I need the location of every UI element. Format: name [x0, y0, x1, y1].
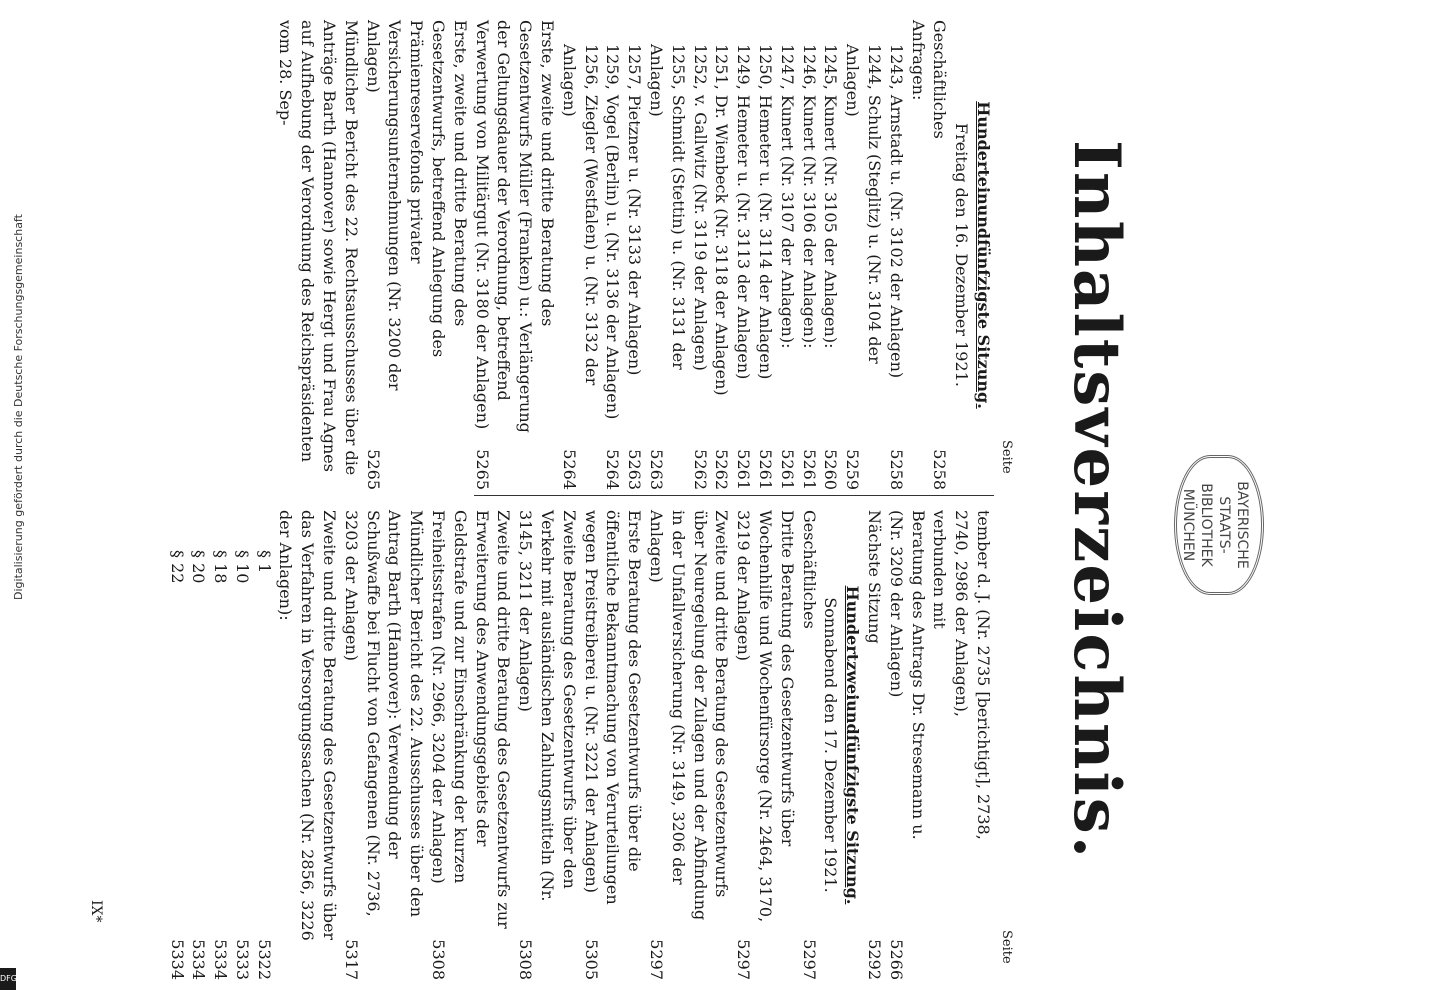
page-title: Inhaltsverzeichnis. [1059, 139, 1134, 861]
entry-text: Erste Beratung des Gesetzentwurfs über die öffentliche Bekanntmachung von Verurteilungen wegen Preistreiberei u. (Nr. 3221 der Anlagen) [581, 510, 645, 905]
page-mark: IX* [88, 900, 104, 923]
toc-entry [732, 510, 797, 980]
entry-text: 1246, Kunert (Nr. 3106 der Anlagen): [799, 44, 819, 349]
entry-text: 1249, Hemeter u. (Nr. 3113 der Anlagen) [734, 44, 754, 380]
toc-entry [798, 510, 820, 980]
toc-entry [362, 20, 471, 490]
toc-entry [929, 20, 951, 490]
entry-text: 1251, Dr. Wienbeck (Nr. 3118 der Anlagen) [712, 44, 732, 396]
entry-page: 5297 [647, 939, 667, 980]
toc-entry [711, 20, 733, 490]
entry-text: Erste, zweite und dritte Beratung des Gesetzentwurfs Müller (Franken) u.: Verlängerung der Geltungsdauer der Verordnung, betreffend Verwertung von Militärgut (Nr. 3180 der Anlagen) [472, 20, 558, 433]
entry-page: 5334 [189, 939, 209, 980]
paragraph-list [166, 510, 275, 980]
entry-page: 5292 [865, 939, 885, 980]
entry-page: 5261 [799, 449, 819, 490]
toc-entry [623, 20, 645, 490]
toc-entry [950, 510, 972, 980]
toc-entry [645, 510, 732, 980]
entry-page: 5334 [167, 939, 187, 980]
entry-page: 5305 [581, 939, 601, 980]
entry-text: § 10 [232, 550, 252, 584]
toc-entry [885, 510, 907, 980]
toc-entry [863, 510, 885, 980]
library-stamp: BAYERISCHE STAATS- BIBLIOTHEK MÜNCHEN [1174, 455, 1264, 595]
entry-text: § 1 [254, 550, 274, 574]
entry-text: Dritte Beratung des Gesetzentwurfs über Wochenhilfe und Wochenfürsorge (Nr. 2464, 3170, 3219 der Anlagen) [734, 510, 797, 923]
entry-page: 5262 [690, 449, 710, 490]
entry-text: 1250, Hemeter u. (Nr. 3114 der Anlagen) [756, 44, 776, 380]
toc-entry [275, 20, 362, 490]
entry-text: § 20 [189, 550, 209, 584]
toc-entry [231, 510, 253, 980]
entry-page: 5263 [625, 449, 645, 490]
entry-text: tember d. J. (Nr. 2735 [berichtigt], 2738, [974, 510, 993, 840]
entry-text: verbunden mit [930, 510, 950, 629]
toc-entry [929, 510, 951, 980]
entry-text: 1256, Ziegler (Westfalen) u. (Nr. 3132 der Anlagen) [559, 44, 601, 386]
entries-list [275, 20, 558, 490]
entry-page: 5258 [886, 449, 906, 490]
toc-entry [514, 510, 579, 980]
right-seite-header: Seite [999, 930, 1014, 964]
entry-text: Zweite und dritte Beratung des Gesetzentwurfs über Neuregelung der Zulagen und der Abfindung in der Unfallversicherung (Nr. 3149, 3206 der Anlagen) [647, 510, 732, 921]
entry-page: 5261 [734, 449, 754, 490]
toc-entry [645, 20, 689, 490]
entry-page: 5264 [559, 449, 579, 490]
funding-note: Digitalisierung gefördert durch die Deutsche Forschungsgemeinschaft [12, 214, 25, 600]
toc-entry [471, 20, 558, 490]
toc-entry [166, 510, 188, 980]
right-column [166, 510, 994, 980]
entry-page: 5297 [799, 939, 819, 980]
toc-entry [820, 20, 842, 490]
anfragen-label: Anfragen: [908, 20, 928, 101]
entry-page: 5297 [734, 939, 754, 980]
entry-text: 1259, Vogel (Berlin) u. (Nr. 3136 der Anlagen) [603, 44, 623, 420]
entry-page: 5261 [777, 449, 797, 490]
session-title: Hunderteinundfünfzigste Sitzung. [974, 101, 993, 409]
toc-entry [602, 20, 624, 490]
toc-entry [427, 510, 514, 980]
entry-page: 5263 [647, 449, 667, 490]
entry-text: (Nr. 3209 der Anlagen) [886, 510, 906, 698]
toc-entry [972, 510, 994, 980]
entry-text: Geschäftliches [799, 510, 819, 629]
entry-text: Zweite und dritte Beratung des Gesetzentwurfs zur Erweiterung des Anwendungsgebiets der Geldstrafe und zur Einschränkung der kurzen Freiheitsstrafen (Nr. 2966, 3204 der Anlagen) [429, 510, 514, 929]
entry-page: 5308 [516, 939, 536, 980]
entry-page: 5266 [886, 939, 906, 980]
session-title: Hundertzweiundfünfzigste Sitzung. [843, 585, 863, 905]
session-date: Sonnabend den 17. Dezember 1921. [821, 597, 841, 893]
entry-page: 5322 [254, 939, 274, 980]
toc-entry [689, 20, 711, 490]
column-divider [474, 495, 994, 496]
entry-text: Nächste Sitzung [865, 510, 885, 644]
entry-page: 5333 [232, 939, 252, 980]
toc-entry [776, 20, 798, 490]
entry-text: 1255, Schmidt (Stettin) u. (Nr. 3131 der Anlagen) [647, 44, 688, 370]
entry-page: 5317 [341, 939, 361, 980]
entry-text: Zweite und dritte Beratung des Gesetzentwurfs über das Verfahren in Versorgungssachen (Nr. 2856, 3226 der Anlagen): [276, 510, 340, 941]
toc-entry [798, 20, 820, 490]
toc-entry [275, 510, 340, 980]
entry-text: 2740, 2986 der Anlagen), [952, 510, 972, 717]
entry-page: 5308 [429, 939, 449, 980]
session-date: Freitag den 16. Dezember 1921. [952, 123, 972, 387]
entry-page: 5264 [603, 449, 623, 490]
toc-entry [340, 510, 427, 980]
entry-page: 5334 [211, 939, 231, 980]
entry-text: 1244, Schulz (Steglitz) u. (Nr. 3104 der Anlagen) [843, 44, 885, 364]
toc-entry [580, 510, 645, 980]
entry-text: Geschäftliches [930, 20, 950, 139]
entry-text: 1247, Kunert (Nr. 3107 der Anlagen): [777, 44, 797, 349]
entry-text: Mündlicher Bericht des 22. Rechtsausschusses über die Anträge Barth (Hannover) sowie Hergt und Frau Agnes auf Aufhebung der Verordnung des Reichspräsidenten vom 28. Sep- [276, 20, 361, 476]
toc-entry [754, 20, 776, 490]
entry-text: Beratung des Antrags Dr. Stresemann u. [908, 510, 928, 840]
entry-text: § 18 [211, 550, 231, 584]
toc-entry [841, 20, 885, 490]
entry-page: 5261 [756, 449, 776, 490]
entries-list [275, 510, 820, 980]
toc-entry [907, 510, 929, 980]
anfragen-list [558, 20, 907, 490]
entry-page: 5259 [843, 449, 863, 490]
dfg-logo: DFG [0, 968, 16, 990]
entry-text: 1245, Kunert (Nr. 3105 der Anlagen): [821, 44, 841, 349]
toc-entry [188, 510, 210, 980]
left-seite-header: Seite [999, 440, 1014, 474]
entry-page: 5265 [472, 449, 492, 490]
toc-entry [558, 20, 602, 490]
entry-text: Erste, zweite und dritte Beratung des Gesetzentwurfs, betreffend Anlegung des Prämienreservefonds privater Versicherungsunternehmungen (Nr. 3200 der Anlagen) [363, 20, 470, 391]
toc-entry [209, 510, 231, 980]
entry-text: 1257, Pietzner u. (Nr. 3133 der Anlagen) [625, 44, 645, 376]
toc-entry [885, 20, 907, 490]
entry-text: 1252, v. Gallwitz (Nr. 3119 der Anlagen) [690, 44, 710, 371]
toc-entry [732, 20, 754, 490]
toc-entry [253, 510, 275, 980]
entry-text: § 22 [167, 550, 187, 584]
entry-text: 1243, Arnstadt u. (Nr. 3102 der Anlagen) [886, 44, 906, 379]
entry-page: 5262 [712, 449, 732, 490]
entry-text: Mündlicher Bericht des 22. Ausschusses über den Antrag Barth (Hannover): Verwendung der Schußwaffe bei Flucht von Gefangenen (Nr. 2736, 3203 der Anlagen) [341, 510, 427, 918]
entry-page: 5265 [363, 449, 383, 490]
entry-page: 5260 [821, 449, 841, 490]
continuation-list [863, 510, 994, 980]
entry-page: 5258 [930, 449, 950, 490]
entry-text: Zweite Beratung des Gesetzentwurfs über den Verkehr mit ausländischen Zahlungsmitteln (Nr. 3145, 3211 der Anlagen) [516, 510, 579, 902]
left-column [275, 20, 994, 490]
